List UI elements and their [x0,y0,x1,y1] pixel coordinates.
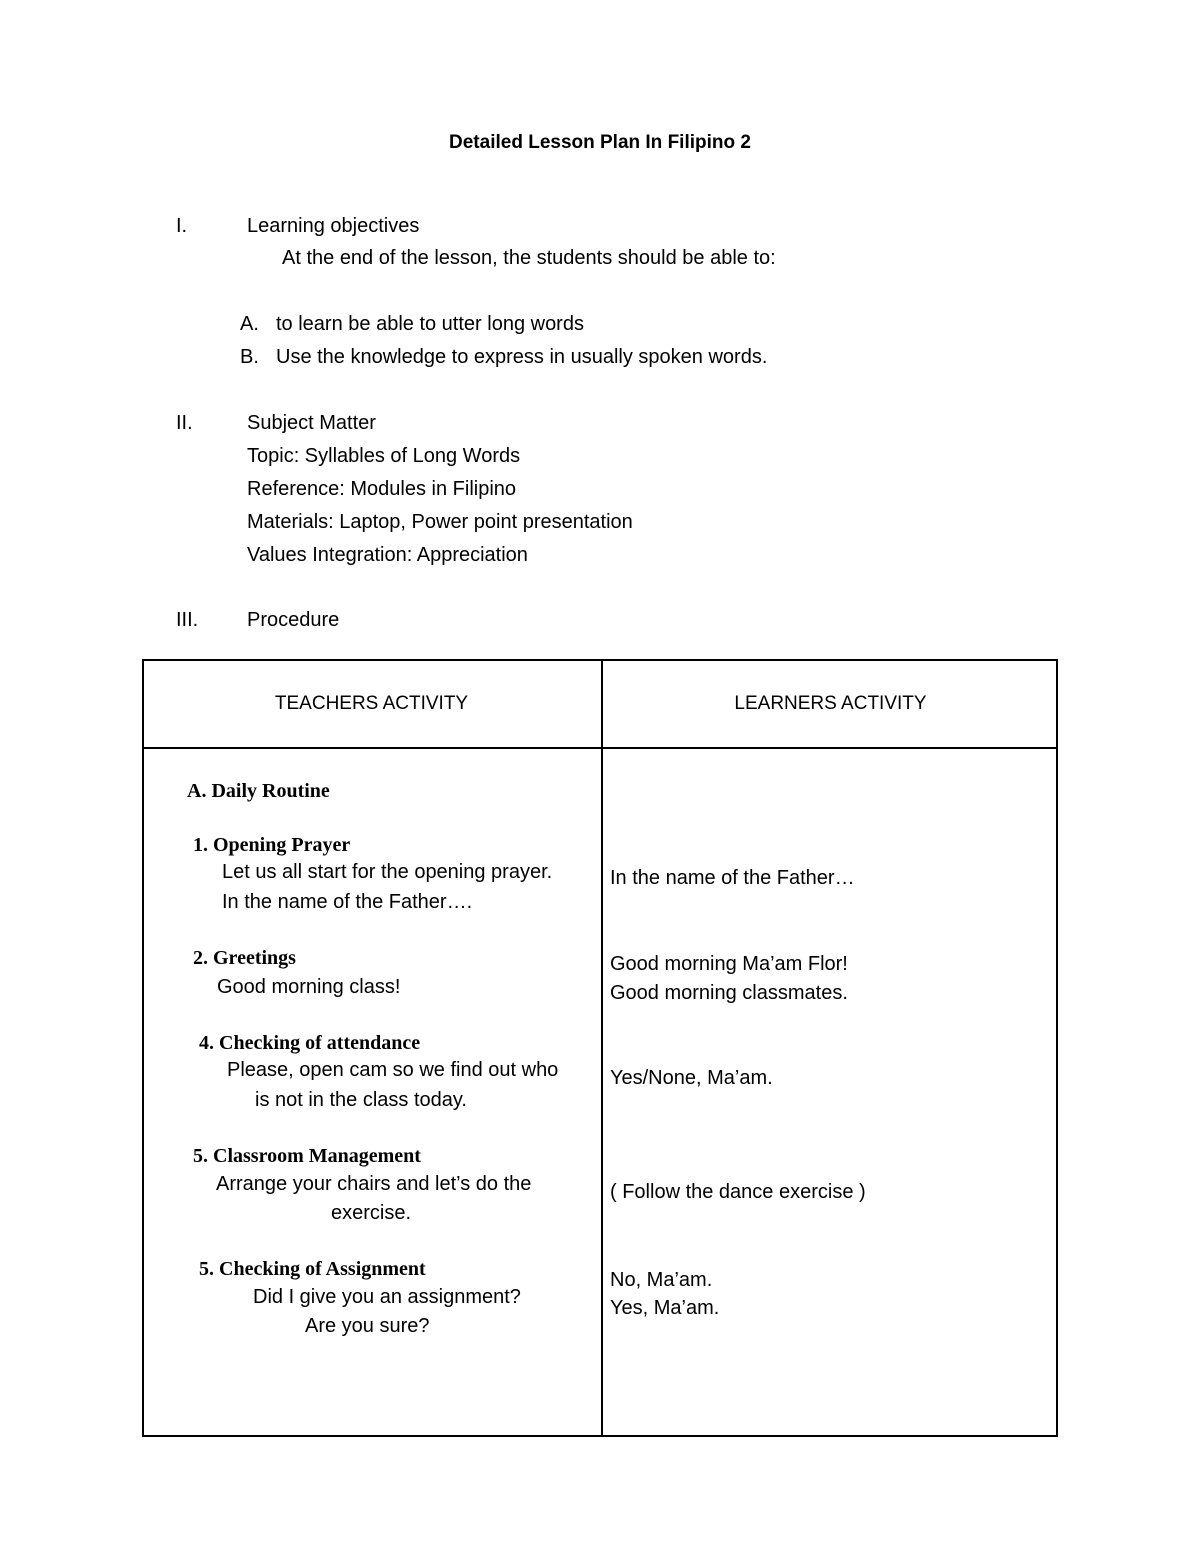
objectives-intro: At the end of the lesson, the students should be able to: [282,247,776,269]
subject-reference: Reference: Modules in Filipino [247,478,517,500]
section-3-heading: Procedure [247,609,340,631]
header-teachers-activity: TEACHERS ACTIVITY [274,693,469,714]
objective-b-text: Use the knowledge to express in usually spoken words. [276,346,768,368]
teacher-line: Arrange your chairs and let’s do the [216,1173,532,1195]
teacher-line: exercise. [330,1202,412,1224]
item-opening-prayer-heading: 1. Opening Prayer [193,834,351,856]
subject-topic: Topic: Syllables of Long Words [247,445,521,467]
teacher-line: Are you sure? [305,1315,430,1337]
item-greetings-heading: 2. Greetings [193,947,296,969]
section-1-heading: Learning objectives [247,215,420,237]
teacher-line: is not in the class today. [255,1089,467,1111]
item-classroom-management-heading: 5. Classroom Management [193,1145,421,1167]
subject-materials: Materials: Laptop, Power point presentation [247,511,633,533]
teacher-line: Did I give you an assignment? [253,1286,521,1308]
objective-b-marker: B. [240,346,259,368]
section-3-numeral: III. [176,609,199,631]
teacher-line: Good morning class! [217,976,401,998]
teacher-line: In the name of the Father…. [222,891,473,913]
learner-line: In the name of the Father… [610,867,855,889]
teacher-line: Please, open cam so we find out who [227,1059,559,1081]
item-attendance-heading: 4. Checking of attendance [199,1032,421,1054]
daily-routine-heading: A. Daily Routine [187,780,330,802]
objective-a-marker: A. [240,313,259,335]
learner-line: Yes/None, Ma’am. [610,1067,773,1089]
learner-line: Good morning Ma’am Flor! [610,953,848,975]
header-learners-activity: LEARNERS ACTIVITY [734,693,927,714]
column-divider [601,661,603,1435]
objective-a-text: to learn be able to utter long words [276,313,584,335]
section-2-numeral: II. [176,412,193,434]
learner-line: ( Follow the dance exercise ) [610,1181,866,1203]
page-title: Detailed Lesson Plan In Filipino 2 [449,132,751,153]
section-2-heading: Subject Matter [247,412,376,434]
teacher-line: Let us all start for the opening prayer. [222,861,553,883]
learner-line: Yes, Ma’am. [610,1297,720,1319]
section-1-numeral: I. [176,215,188,237]
item-assignment-heading: 5. Checking of Assignment [199,1258,426,1280]
subject-values: Values Integration: Appreciation [247,544,528,566]
header-divider [144,747,1056,749]
learner-line: No, Ma’am. [610,1269,713,1291]
learner-line: Good morning classmates. [610,982,848,1004]
